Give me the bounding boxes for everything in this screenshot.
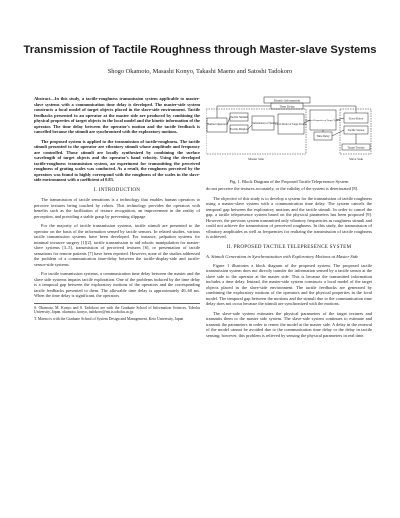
figure-caption: Fig. 1. Block Diagram of the Proposed Tactile Telepresence System	[229, 179, 349, 184]
footnote-2: T. Maeno is with the Graduate School of System Design and Management, Keio University, Japan	[34, 316, 184, 321]
time-delay-label: Time Delay	[316, 135, 330, 138]
block-diagram	[206, 94, 372, 174]
footnotes	[34, 303, 200, 322]
intro-paragraph-2: For the majority of tactile transmission systems, tactile stimuli are presented to the operator on the basis of the information sensed by tactile sensors. In related studies, various tactile transmission systems have been developed. For instance, palpation systems for minimal invasive surgery [1][2], tactile transmission to aid robotic manipulation for master-slave systems [3–5], transmission of perceived textures [6], or presentation of tactile sensations for remote patients [7] have been reported. However, none of the studies addressed the problem of a communication time-delay between the tactile-display-side and tactile-sensor-side systems.	[34, 223, 200, 267]
author-list: Shogo Okamoto, Masashi Konyo, Takashi Maeno and Satoshi Tadokoro	[107, 68, 293, 75]
slave-robot-label: Slave Robot	[348, 116, 364, 121]
physical-properties-label: Physical Properties of Target Texture	[305, 119, 341, 122]
master-side-label: Master Side	[248, 157, 264, 161]
section-heading-introduction: I. INTRODUCTION	[93, 186, 141, 193]
intro-paragraph-1: The transmission of tactile sensations is a technology that enables human operators to perceive textures being touched by robots. This technology provides the operators with benefits such as the facilitation of texture recognition, an improvement in the reality of perception, and providing a stable grasp by preventing slippage.	[34, 197, 200, 219]
local-model-label: Local Model of Target Texture	[275, 123, 307, 126]
right-column	[206, 186, 372, 342]
target-texture-label: Target Texture	[347, 145, 365, 150]
abstract-paragraph-2: The proposed system is applied to the transmission of tactile-roughness. The tactile stimuli presented to the operator are vibratory stimuli whose amplitude and frequency are controlled. Those stimuli are locally synthesized by combining the surface wavelength of target objects and the operator's hand velocity. Using the developed tactile-roughness transmission system, an experiment for transmitting the perceived roughness of grating scales was conducted. As a result, the roughness perceived by the operators was found to highly correspond with the roughness of the scales in the slave-side environment with a coefficient of 0.83.	[34, 138, 200, 182]
footnote-1: S. Okamoto, M. Konyo and S. Tadokoro are with the Graduate School of Information Sciences, Tohoku University, Japan. okamoto, konyo, tadokoro@rm.is.tohoku.ac.jp	[34, 305, 200, 315]
tactile-display-label: Tactile Display	[229, 127, 249, 131]
right-paragraph-0: do not perceive the textures accurately, or the validity of the system is deteriorated [8].	[206, 186, 359, 191]
abstract	[34, 96, 200, 183]
paper-title: Transmission of Tactile Roughness through Master-slave Systems	[23, 44, 377, 56]
intro-paragraph-3: For tactile transmission systems, a communication time delay between the master and the slave side systems impairs tactile exploration. One of the problems induced by the time delay is a temporal gap between the exploratory motions of the operators and the corresponding tactile feedbacks presented to them. The allowable time delay is approximately 40–60 ms. When the time delay is significant, the operators	[34, 271, 200, 298]
time-delay-top-label: Time Delay	[279, 104, 295, 109]
subsection-heading-a: A. Stimuli Generation in Synchronization with Exploratory Motions at Master Side	[206, 254, 359, 259]
slave-side-label: Slave Side	[348, 157, 364, 161]
human-operator-label: Human Operator	[206, 122, 228, 126]
deformation-of-skin-label: Deformation of Skin	[251, 122, 275, 125]
abstract-paragraph-1: Abstract—In this study, a tactile-roughness transmission system applicable to master-slave systems with a communication time delay is developed. The master-side system constructs a local model of target objects placed in the slave-side environment. Tactile feedbacks presented to an operator at the master side are produced by combining the physical properties of target objects in the local model and the kinetic information of the operator. The time delay between the operator's motion and the tactile feedback is cancelled because the stimuli are synchronized with the exploratory motions.	[34, 96, 200, 134]
tactile-stimuli-label: Tactile Stimuli	[230, 115, 248, 119]
tactile-sensor-label: Tactile Sensor	[347, 128, 365, 132]
left-column	[34, 96, 200, 323]
kinetic-information-label: Kinetic Information	[273, 98, 301, 103]
right-paragraph-3: The slave-side system estimates the physical parameters of the target textures and transmits them to the master side system. The slave-side system continues to estimate and transmit the parameters in order to renew the model at the master side. A delay in the renewal of the model cannot be avoided due to the communication time delay or the delay in tactile sensing; however, this problem is relieved by sensing the physical parameters in real time.	[206, 310, 372, 338]
right-paragraph-2: Figure 1 illustrates a block diagram of the proposed system. The proposed tactile transmission system does not directly transfer the information sensed by a tactile sensor at the slave side to the operator at the master side. This is because the transmitted information includes a time delay. Instead, the master-side system constructs a local model of the target objects placed in the slave-side environment. The tactile feedbacks are generated by combining the exploratory motions of the operators and the physical properties in the local model. The temporal gap between the motions and the stimuli due to the communication time delay does not occur because the stimuli are synchronized with the motions.	[206, 262, 372, 306]
right-paragraph-1: The objective of this study is to develop a system for the transmission of tactile roughness using a master-slave system with a communication time delay. The system cancels the temporal gap between the exploratory motions and the tactile stimuli. In order to cancel the gap, a tactile telepresence system based on the physical parameters has been proposed [9]. However, the previous system transmitted only vibratory frequencies as roughness stimuli and could not achieve the transmission of perceived roughness. In this study, the transmission of vibratory amplitudes as well as frequencies for realizing the transmission of tactile roughness is achieved.	[206, 195, 372, 239]
section-heading-2: II. PROPOSED TACTILE TELEPRESENCE SYSTEM	[226, 243, 352, 250]
figure-1	[206, 94, 372, 184]
